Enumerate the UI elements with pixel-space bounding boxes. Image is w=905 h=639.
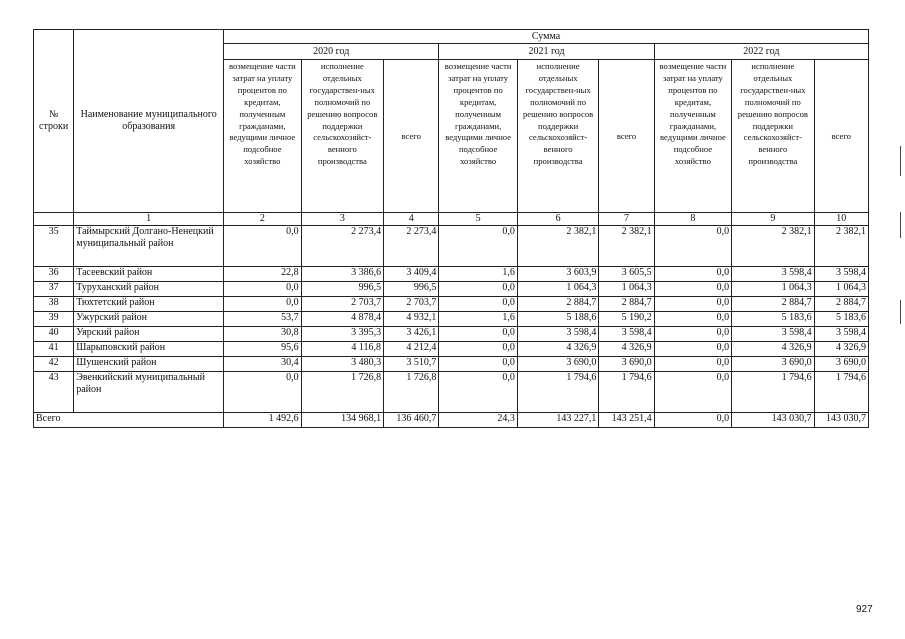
value-cell: 3 690,0	[814, 357, 868, 372]
value-cell: 2 703,7	[301, 297, 383, 312]
subheader-interest-2022: возмещение части затрат на уплату процентов по кредитам, полученным гражданами, ведущими личное подсобное хозяйство	[654, 60, 731, 213]
municipality-name-cell: Шарыповский район	[74, 342, 224, 357]
value-cell: 0,0	[439, 372, 517, 413]
municipality-name-cell: Эвенкийский муниципальный район	[74, 372, 224, 413]
value-cell: 2 884,7	[732, 297, 814, 312]
value-cell: 4 116,8	[301, 342, 383, 357]
value-cell: 996,5	[384, 282, 439, 297]
value-cell: 1 064,3	[814, 282, 868, 297]
column-index-cell: 3	[301, 213, 383, 226]
value-cell: 996,5	[301, 282, 383, 297]
value-cell: 3 598,4	[814, 267, 868, 282]
value-cell: 1 794,6	[814, 372, 868, 413]
subheader-total-2021: всего	[599, 60, 654, 213]
table-row	[34, 297, 869, 312]
table-body	[34, 30, 869, 428]
row-number-cell: 39	[34, 312, 74, 327]
total-row	[34, 413, 869, 428]
value-cell: 2 382,1	[599, 226, 654, 267]
column-index-cell: 4	[384, 213, 439, 226]
value-cell: 2 884,7	[599, 297, 654, 312]
total-value-cell: 1 492,6	[224, 413, 301, 428]
table-row	[34, 372, 869, 413]
total-value-cell: 143 030,7	[814, 413, 868, 428]
table-row	[34, 327, 869, 342]
value-cell: 1 794,6	[599, 372, 654, 413]
municipality-name-cell: Таймырский Долгано-Ненецкий муниципальный район	[74, 226, 224, 267]
value-cell: 0,0	[224, 226, 301, 267]
value-cell: 0,0	[654, 267, 731, 282]
row-number-cell: 43	[34, 372, 74, 413]
value-cell: 3 690,0	[732, 357, 814, 372]
municipality-name-cell: Ужурский район	[74, 312, 224, 327]
value-cell: 1,6	[439, 267, 517, 282]
value-cell: 53,7	[224, 312, 301, 327]
column-index-cell: 7	[599, 213, 654, 226]
value-cell: 2 273,4	[384, 226, 439, 267]
value-cell: 0,0	[439, 357, 517, 372]
row-number-cell: 41	[34, 342, 74, 357]
row-number-cell: 36	[34, 267, 74, 282]
column-index-cell: 5	[439, 213, 517, 226]
value-cell: 0,0	[439, 327, 517, 342]
value-cell: 0,0	[654, 282, 731, 297]
table-row	[34, 282, 869, 297]
value-cell: 1 064,3	[732, 282, 814, 297]
municipality-name-cell: Тасеевский район	[74, 267, 224, 282]
value-cell: 3 395,3	[301, 327, 383, 342]
value-cell: 3 605,5	[599, 267, 654, 282]
value-cell: 2 382,1	[517, 226, 598, 267]
value-cell: 0,0	[224, 282, 301, 297]
total-value-cell: 143 227,1	[517, 413, 598, 428]
value-cell: 2 382,1	[732, 226, 814, 267]
subheader-interest-2020: возмещение части затрат на уплату процентов по кредитам, полученным гражданами, ведущими личное подсобное хозяйство	[224, 60, 301, 213]
table-row	[34, 312, 869, 327]
total-value-cell: 143 030,7	[732, 413, 814, 428]
total-label-cell: Всего	[34, 413, 74, 428]
column-index-cell: 2	[224, 213, 301, 226]
value-cell: 3 598,4	[599, 327, 654, 342]
subheader-powers-2021: исполнение отдельных государствен-ных полномочий по решению вопросов поддержки сельскохозяйст-венного производства	[517, 60, 598, 213]
value-cell: 5 190,2	[599, 312, 654, 327]
year-header-2020: 2020 год	[224, 44, 439, 60]
value-cell: 0,0	[654, 357, 731, 372]
subheader-total-2020: всего	[384, 60, 439, 213]
subheader-total-2022: всего	[814, 60, 868, 213]
value-cell: 2 273,4	[301, 226, 383, 267]
value-cell: 1 726,8	[384, 372, 439, 413]
value-cell: 0,0	[654, 327, 731, 342]
value-cell: 4 326,9	[517, 342, 598, 357]
value-cell: 2 382,1	[814, 226, 868, 267]
value-cell: 0,0	[654, 342, 731, 357]
value-cell: 1,6	[439, 312, 517, 327]
value-cell: 0,0	[654, 226, 731, 267]
municipality-name-cell: Тюхтетский район	[74, 297, 224, 312]
municipality-name-cell: Туруханский район	[74, 282, 224, 297]
value-cell: 3 480,3	[301, 357, 383, 372]
column-index-cell: 8	[654, 213, 731, 226]
value-cell: 3 690,0	[599, 357, 654, 372]
value-cell: 0,0	[654, 372, 731, 413]
value-cell: 4 326,9	[599, 342, 654, 357]
scan-edge-mark	[900, 300, 901, 324]
table-row	[34, 357, 869, 372]
value-cell: 0,0	[439, 297, 517, 312]
value-cell: 3 598,4	[732, 327, 814, 342]
value-cell: 2 884,7	[517, 297, 598, 312]
value-cell: 30,4	[224, 357, 301, 372]
value-cell: 0,0	[224, 372, 301, 413]
value-cell: 2 884,7	[814, 297, 868, 312]
value-cell: 95,6	[224, 342, 301, 357]
value-cell: 4 326,9	[814, 342, 868, 357]
value-cell: 2 703,7	[384, 297, 439, 312]
value-cell: 1 064,3	[599, 282, 654, 297]
value-cell: 22,8	[224, 267, 301, 282]
row-number-cell: 35	[34, 226, 74, 267]
column-index-cell: 6	[517, 213, 598, 226]
column-index-row	[34, 213, 869, 226]
value-cell: 3 598,4	[732, 267, 814, 282]
value-cell: 0,0	[439, 282, 517, 297]
row-number-cell: 42	[34, 357, 74, 372]
total-blank-cell	[74, 413, 224, 428]
total-value-cell: 143 251,4	[599, 413, 654, 428]
scan-edge-mark	[900, 146, 901, 176]
value-cell: 3 386,6	[301, 267, 383, 282]
value-cell: 3 690,0	[517, 357, 598, 372]
value-cell: 5 183,6	[814, 312, 868, 327]
value-cell: 3 603,9	[517, 267, 598, 282]
row-number-cell: 38	[34, 297, 74, 312]
value-cell: 0,0	[654, 312, 731, 327]
column-index-cell: 9	[732, 213, 814, 226]
value-cell: 5 183,6	[732, 312, 814, 327]
value-cell: 3 409,4	[384, 267, 439, 282]
value-cell: 1 726,8	[301, 372, 383, 413]
total-value-cell: 0,0	[654, 413, 731, 428]
value-cell: 3 598,4	[517, 327, 598, 342]
value-cell: 0,0	[439, 226, 517, 267]
column-index-cell	[34, 213, 74, 226]
value-cell: 4 932,1	[384, 312, 439, 327]
column-index-cell: 1	[74, 213, 224, 226]
value-cell: 0,0	[439, 342, 517, 357]
value-cell: 4 326,9	[732, 342, 814, 357]
total-value-cell: 136 460,7	[384, 413, 439, 428]
value-cell: 5 188,6	[517, 312, 598, 327]
value-cell: 3 510,7	[384, 357, 439, 372]
year-header-2022: 2022 год	[654, 44, 868, 60]
municipality-name-cell: Шушенский район	[74, 357, 224, 372]
value-cell: 1 064,3	[517, 282, 598, 297]
value-cell: 4 212,4	[384, 342, 439, 357]
row-number-cell: 37	[34, 282, 74, 297]
value-cell: 0,0	[654, 297, 731, 312]
municipality-name-header: Наименование муниципального образования	[74, 30, 224, 213]
subheader-interest-2021: возмещение части затрат на уплату процентов по кредитам, полученным гражданами, ведущими личное подсобное хозяйство	[439, 60, 517, 213]
value-cell: 30,8	[224, 327, 301, 342]
value-cell: 3 426,1	[384, 327, 439, 342]
row-number-cell: 40	[34, 327, 74, 342]
value-cell: 1 794,6	[732, 372, 814, 413]
column-index-cell: 10	[814, 213, 868, 226]
value-cell: 3 598,4	[814, 327, 868, 342]
subheader-powers-2022: исполнение отдельных государствен-ных полномочий по решению вопросов поддержки сельскохозяйст-венного производства	[732, 60, 814, 213]
table-row	[34, 342, 869, 357]
municipality-name-cell: Уярский район	[74, 327, 224, 342]
value-cell: 0,0	[224, 297, 301, 312]
value-cell: 1 794,6	[517, 372, 598, 413]
subheader-powers-2020: исполнение отдельных государствен-ных полномочий по решению вопросов поддержки сельскохозяйст-венного производства	[301, 60, 383, 213]
row-number-header: № строки	[34, 30, 74, 213]
table-row	[34, 226, 869, 267]
total-value-cell: 134 968,1	[301, 413, 383, 428]
scan-edge-mark	[900, 212, 901, 238]
page-number: 927	[856, 604, 873, 615]
total-value-cell: 24,3	[439, 413, 517, 428]
table-row	[34, 267, 869, 282]
sum-header: Сумма	[224, 30, 869, 44]
value-cell: 4 878,4	[301, 312, 383, 327]
budget-table	[33, 29, 869, 428]
year-header-2021: 2021 год	[439, 44, 654, 60]
